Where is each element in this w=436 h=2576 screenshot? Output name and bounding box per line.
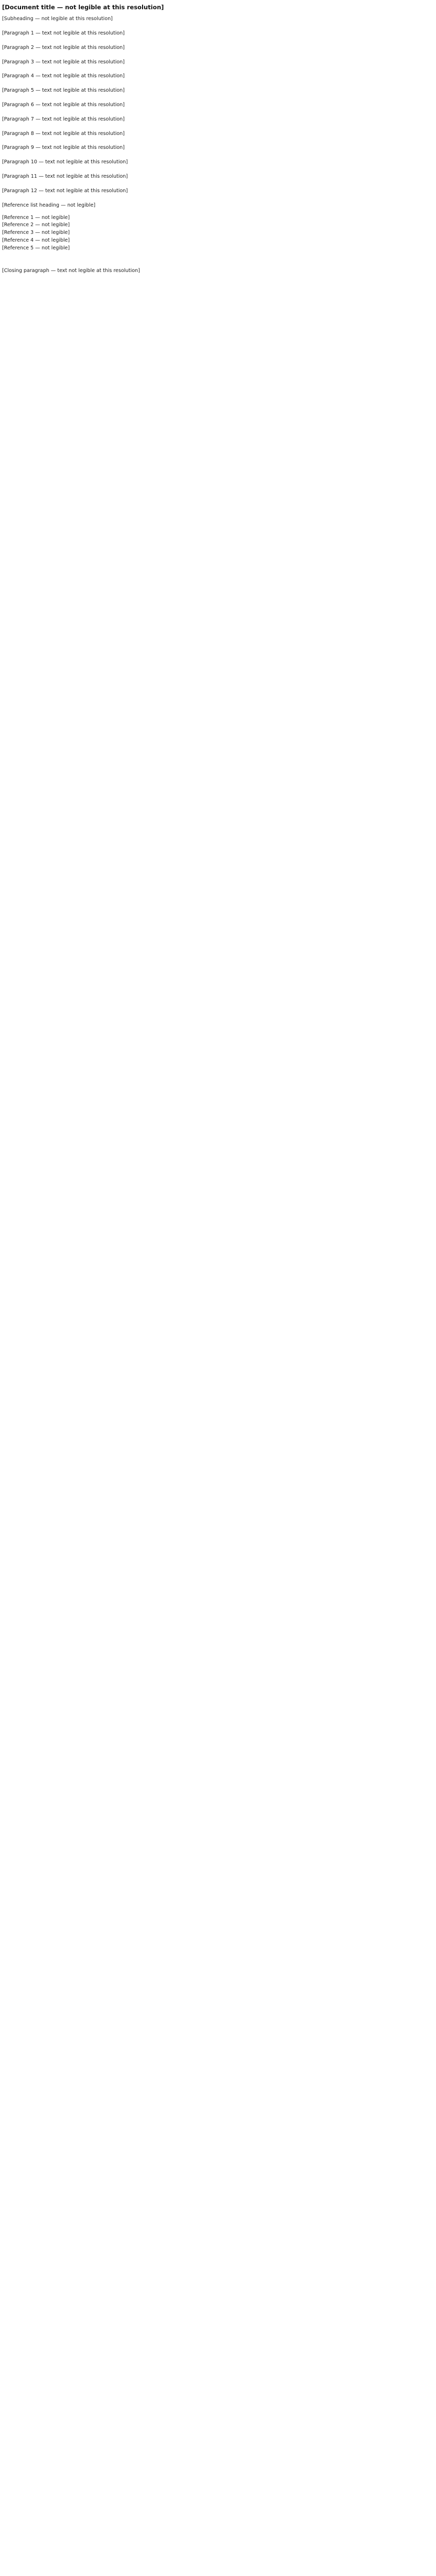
closing-text xyxy=(2,267,434,275)
body-text xyxy=(2,30,434,195)
body-paragraph: [Paragraph 12 — text not legible at this resolution] xyxy=(2,188,128,194)
reference-item: [Reference 2 — not legible] xyxy=(2,222,70,228)
body-paragraph: [Paragraph 7 — text not legible at this resolution] xyxy=(2,116,125,122)
body-paragraph: [Paragraph 2 — text not legible at this resolution] xyxy=(2,44,125,50)
body-paragraph: [Paragraph 6 — text not legible at this resolution] xyxy=(2,101,125,108)
references-heading: [Reference list heading — not legible] xyxy=(2,202,96,208)
body-paragraph: [Paragraph 5 — text not legible at this resolution] xyxy=(2,88,125,94)
body-paragraph: [Paragraph 1 — text not legible at this resolution] xyxy=(2,30,125,36)
body-paragraph: [Paragraph 3 — text not legible at this resolution] xyxy=(2,59,125,65)
reference-item: [Reference 5 — not legible] xyxy=(2,245,70,251)
document-title: [Document title — not legible at this resolution] xyxy=(2,4,164,11)
closing-paragraph: [Closing paragraph — text not legible at this resolution] xyxy=(2,267,140,274)
body-paragraph: [Paragraph 8 — text not legible at this resolution] xyxy=(2,130,125,137)
reference-list xyxy=(2,214,434,252)
body-paragraph: [Paragraph 10 — text not legible at this resolution] xyxy=(2,159,128,165)
reference-item: [Reference 3 — not legible] xyxy=(2,230,70,236)
body-paragraph: [Paragraph 9 — text not legible at this resolution] xyxy=(2,145,125,151)
document-subtitle: [Subheading — not legible at this resolution] xyxy=(2,16,113,22)
reference-item: [Reference 4 — not legible] xyxy=(2,237,70,243)
body-paragraph: [Paragraph 11 — text not legible at this resolution] xyxy=(2,173,128,179)
body-paragraph: [Paragraph 4 — text not legible at this resolution] xyxy=(2,73,125,79)
reference-item: [Reference 1 — not legible] xyxy=(2,214,70,221)
